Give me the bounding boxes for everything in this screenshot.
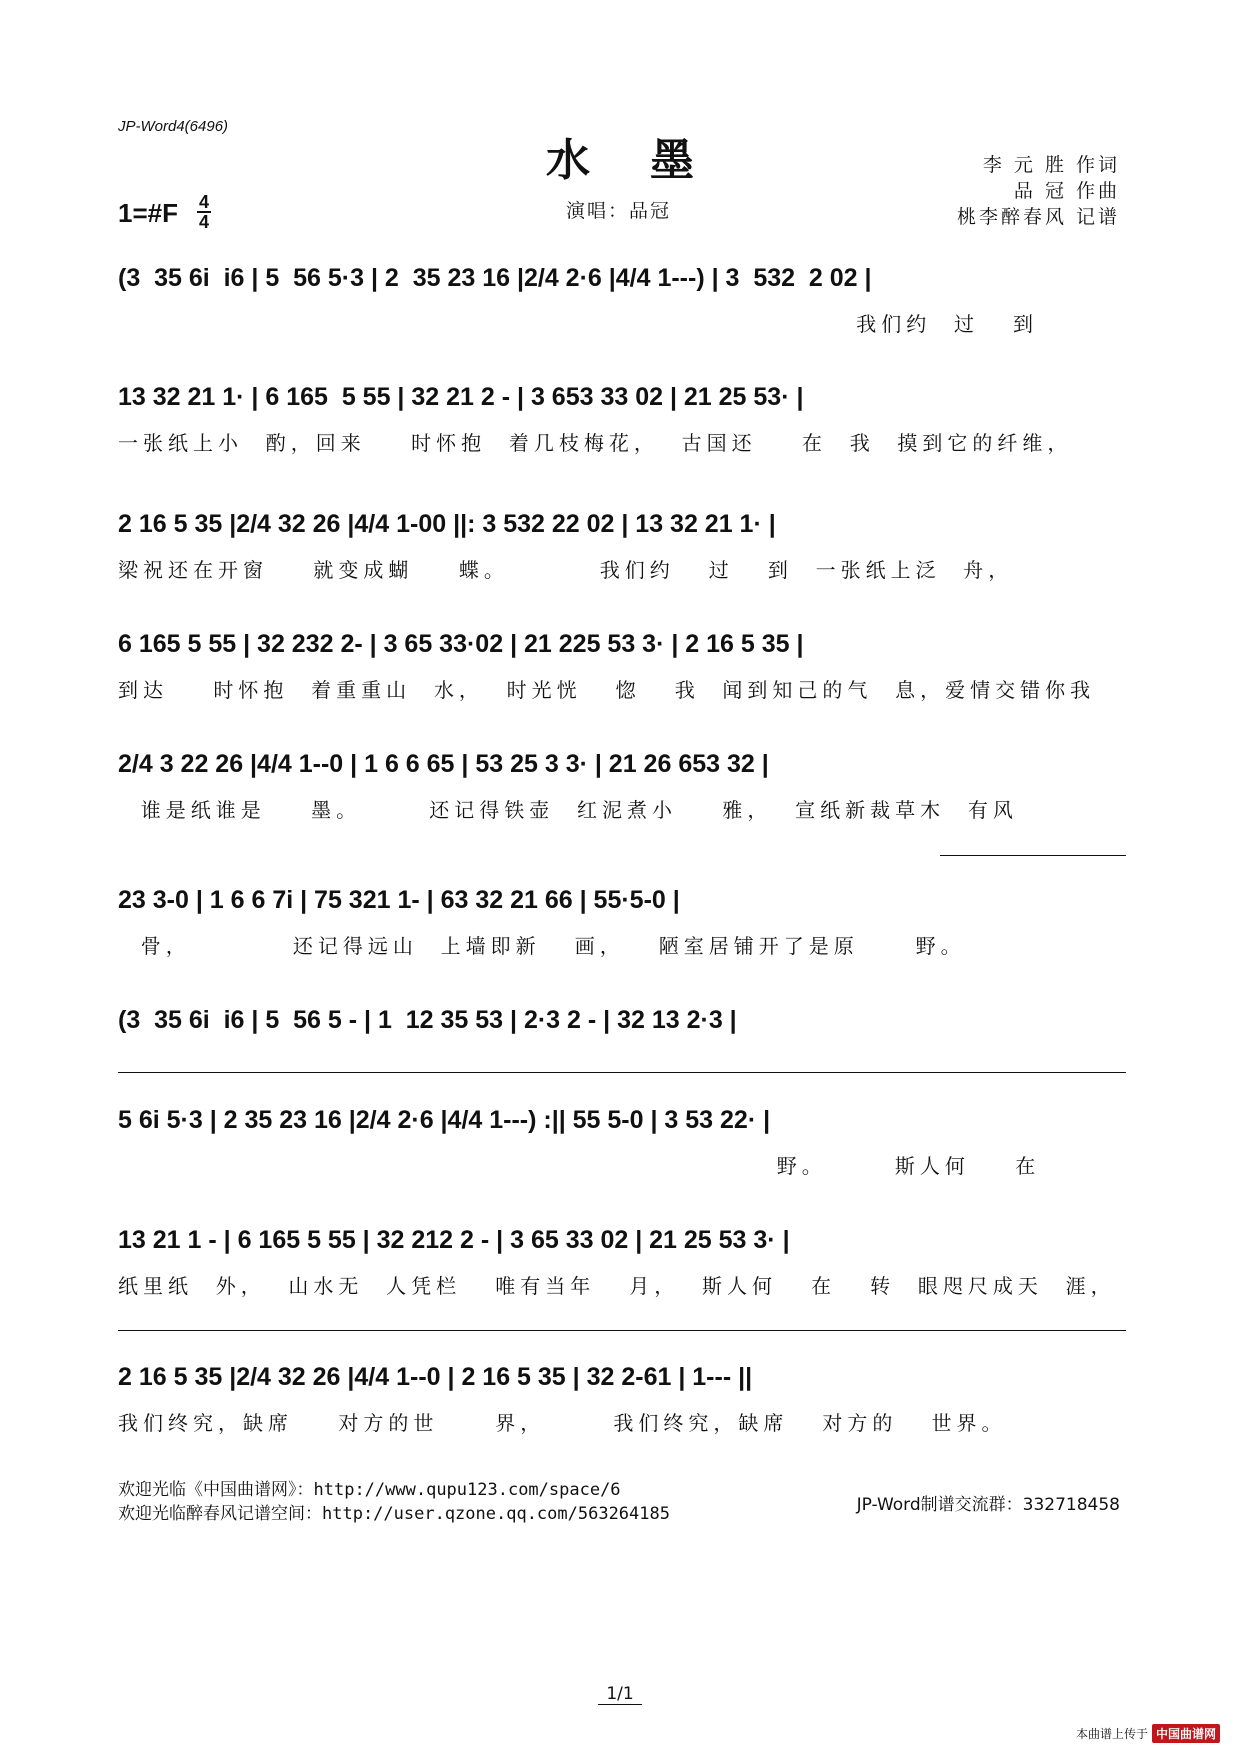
staff-rule bbox=[118, 1072, 1126, 1073]
lyric: 野。 斯人何 在 bbox=[118, 1154, 1041, 1178]
singer: 演唱：品冠 bbox=[566, 200, 672, 222]
notation: 2 16 5 35 |2/4 32 26 |4/4 1-00 ||: 3 532 22 02 | 13 32 21 1· | bbox=[118, 510, 776, 538]
key-signature: 1=#F bbox=[118, 198, 178, 228]
meter-bottom: 4 bbox=[198, 212, 209, 232]
notation: 13 32 21 1· | 6 165 5 55 | 32 21 2 - | 3 653 33 02 | 21 25 53· | bbox=[118, 383, 804, 411]
notation: 5 6i 5·3 | 2 35 23 16 |2/4 2·6 |4/4 1---) :|| 55 5-0 | 3 53 22· | bbox=[118, 1106, 771, 1134]
notation: 6 165 5 55 | 32 232 2- | 3 65 33·02 | 21 225 53 3· | 2 16 5 35 | bbox=[118, 630, 804, 658]
credits bbox=[957, 152, 1120, 230]
upload-text: 本曲谱上传于 bbox=[1075, 1727, 1148, 1741]
score-line-2 bbox=[118, 377, 1126, 467]
score-line-7 bbox=[118, 1000, 1126, 1050]
composer: 品 冠 作曲 bbox=[1013, 180, 1120, 202]
score-line-3 bbox=[118, 504, 1126, 594]
lyric: 谁是纸谁是 墨。 还记得铁壶 红泥煮小 雅， 宣纸新裁草木 有风 bbox=[118, 798, 1018, 822]
lyric: 骨， 还记得远山 上墙即新 画， 陋室居铺开了是原 野。 bbox=[118, 934, 966, 958]
upload-note bbox=[1076, 1724, 1220, 1743]
score-line-6 bbox=[118, 880, 1126, 970]
lyric: 我们终究，缺席 对方的世 界， 我们终究，缺席 对方的 世界。 bbox=[118, 1411, 1007, 1435]
score-line-10 bbox=[118, 1357, 1126, 1447]
first-ending-bracket bbox=[940, 855, 1126, 856]
lyric: 纸里纸 外， 山水无 人凭栏 唯有当年 月， 斯人何 在 转 眼咫尺成天 涯， bbox=[118, 1274, 1116, 1298]
meter-top: 4 bbox=[198, 192, 209, 212]
source-label: JP-Word4(6496) bbox=[118, 118, 229, 135]
staff-rule bbox=[118, 1330, 1126, 1331]
footer-link-1[interactable]: 欢迎光临《中国曲谱网》：http://www.qupu123.com/space/6 bbox=[118, 1480, 621, 1500]
notation: (3 35 6i i6 | 5 56 5·3 | 2 35 23 16 |2/4 2·6 |4/4 1---) | 3 532 2 02 | bbox=[118, 264, 872, 292]
footer-links bbox=[118, 1478, 670, 1526]
notation: 2/4 3 22 26 |4/4 1--0 | 1 6 6 65 | 53 25 3 3· | 21 26 653 32 | bbox=[118, 750, 769, 778]
score-line-9 bbox=[118, 1220, 1126, 1310]
footer-link-2[interactable]: 欢迎光临醉春风记谱空间：http://user.qzone.qq.com/563264185 bbox=[118, 1504, 670, 1524]
lyric: 我们约 过 到 bbox=[118, 312, 1039, 336]
score-line-4 bbox=[118, 624, 1126, 714]
page-number bbox=[0, 1684, 1240, 1704]
score-line-1 bbox=[118, 258, 1126, 348]
lyric: 一张纸上小 酌，回来 时怀抱 着几枝梅花， 古国还 在 我 摸到它的纤维， bbox=[118, 431, 1073, 455]
lyric: 梁祝还在开窗 就变成蝴 蝶。 我们约 过 到 一张纸上泛 舟， bbox=[118, 558, 1014, 582]
page-number-text: 1/1 bbox=[598, 1684, 641, 1705]
score-line-5 bbox=[118, 744, 1126, 834]
notation: 23 3-0 | 1 6 6 7i | 75 321 1- | 63 32 21 66 | 55·5-0 | bbox=[118, 886, 680, 914]
lyric: 到达 时怀抱 着重重山 水， 时光恍 惚 我 闻到知己的气 息，爱情交错你我 bbox=[118, 678, 1096, 702]
notation: (3 35 6i i6 | 5 56 5 - | 1 12 35 53 | 2·3 2 - | 32 13 2·3 | bbox=[118, 1006, 737, 1034]
score-line-8 bbox=[118, 1100, 1126, 1190]
notation: 2 16 5 35 |2/4 32 26 |4/4 1--0 | 2 16 5 35 | 32 2-61 | 1--- || bbox=[118, 1363, 753, 1391]
song-title: 水墨 bbox=[546, 135, 754, 186]
footer-group: JP-Word制谱交流群：332718458 bbox=[856, 1495, 1120, 1515]
time-signature bbox=[197, 194, 211, 230]
notation: 13 21 1 - | 6 165 5 55 | 32 212 2 - | 3 65 33 02 | 21 25 53 3· | bbox=[118, 1226, 790, 1254]
lyricist: 李 元 胜 作词 bbox=[982, 154, 1120, 176]
transcriber: 桃李醉春风 记谱 bbox=[956, 206, 1120, 228]
site-logo[interactable]: 中国曲谱网 bbox=[1152, 1724, 1220, 1743]
